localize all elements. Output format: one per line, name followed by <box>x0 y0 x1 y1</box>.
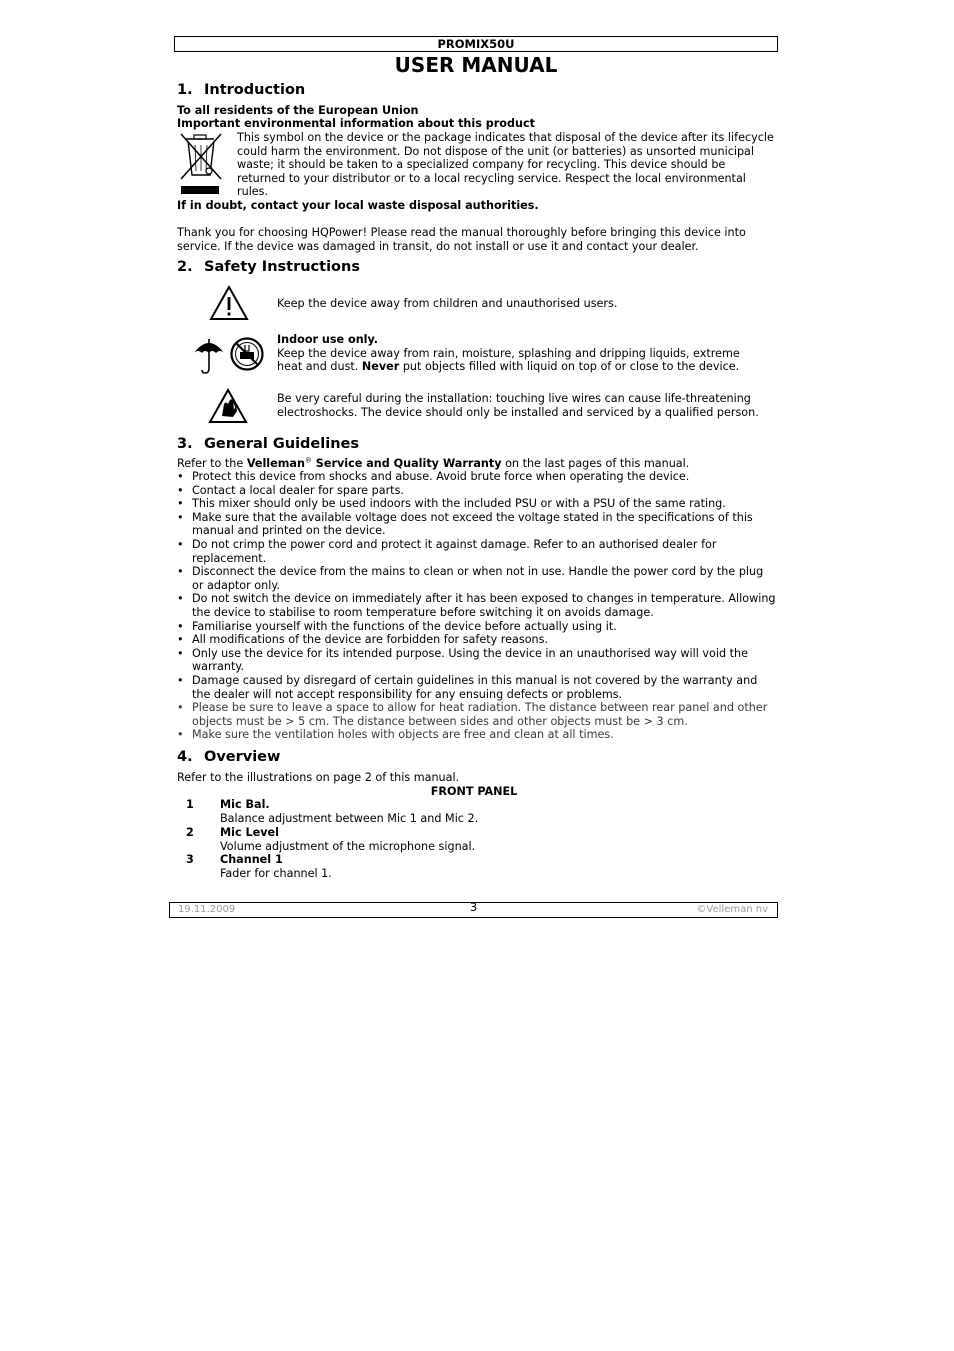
safety-item-children: Keep the device away from children and unauthorised users. <box>277 297 618 310</box>
document-title: USER MANUAL <box>394 53 558 77</box>
waste-disposal-line: If in doubt, contact your local waste disposal authorities. <box>177 199 539 212</box>
environmental-info-line: Important environmental information about this product <box>177 117 535 130</box>
warning-triangle-icon <box>209 285 249 321</box>
list-item: • Disconnect the device from the mains to clean or when not in use. Handle the power cord by the plug or adaptor only. <box>177 565 777 592</box>
front-panel-title: FRONT PANEL <box>430 785 518 798</box>
safety-item-indoor: Indoor use only. Keep the device away from rain, moisture, splashing and dripping liquids, extreme heat and dust. Never put objects filled with liquid on top of or close to the device. <box>277 333 740 374</box>
section-heading-introduction: 1. Introduction <box>177 82 306 98</box>
section-heading-overview: 4. Overview <box>177 749 281 765</box>
list-item: • Protect this device from shocks and abuse. Avoid brute force when operating the device. <box>177 470 777 484</box>
list-item: • Damage caused by disregard of certain guidelines in this manual is not covered by the warranty and the dealer will not accept responsibility for any ensuing defects or problems. <box>177 674 777 701</box>
list-item: • All modifications of the device are forbidden for safety reasons. <box>177 633 777 647</box>
page-number: 3 <box>469 900 478 914</box>
section-heading-guidelines: 3. General Guidelines <box>177 436 359 452</box>
list-item: • Familiarise yourself with the functions of the device before actually using it. <box>177 620 777 634</box>
safety-item-electroshock: Be very careful during the installation: touching live wires can cause life-threatening electroshocks. The device should only be installed and serviced by a qualified person. <box>277 392 759 419</box>
weee-bin-icon <box>178 131 224 197</box>
weee-description: This symbol on the device or the package indicates that disposal of the device after its lifecycle could harm the environment. Do not dispose of the unit (or batteries) as unsorted municipal waste; it should be taken to a specialized company for recycling. This device should be returned to your distributor or to a local recycling service. Respect the local environmental rules. <box>237 131 774 199</box>
footer-copyright: ©Velleman nv <box>696 904 768 915</box>
list-item: • Do not switch the device on immediately after it has been exposed to changes in temperature. Allowing the device to stabilise to room temperature before switching it on avoids damage. <box>177 592 777 619</box>
list-item: • Do not crimp the power cord and protect it against damage. Refer to an authorised dealer for replacement. <box>177 538 777 565</box>
eu-residents-line: To all residents of the European Union <box>177 104 419 117</box>
list-item: • Make sure that the available voltage does not exceed the voltage stated in the specifications of this manual and printed on the device. <box>177 511 777 538</box>
guidelines-list <box>177 470 777 742</box>
electric-shock-icon <box>208 388 248 424</box>
page-footer <box>169 902 778 918</box>
illustrations-reference: Refer to the illustrations on page 2 of this manual. <box>177 771 460 784</box>
no-liquid-icon <box>229 336 265 372</box>
list-item: • Contact a local dealer for spare parts. <box>177 484 777 498</box>
umbrella-icon <box>192 335 226 375</box>
list-item: • This mixer should only be used indoors with the included PSU or with a PSU of the same rating. <box>177 497 777 511</box>
list-item: • Only use the device for its intended purpose. Using the device in an unauthorised way will void the warranty. <box>177 647 777 674</box>
list-item: • Make sure the ventilation holes with objects are free and clean at all times. <box>177 728 777 742</box>
list-item: • Please be sure to leave a space to allow for heat radiation. The distance between rear panel and other objects must be > 5 cm. The distance between sides and other objects must be > 3 cm. <box>177 701 777 728</box>
page-header-model: PROMIX50U <box>174 36 778 52</box>
section-heading-safety: 2. Safety Instructions <box>177 259 360 275</box>
thank-you-paragraph: Thank you for choosing HQPower! Please read the manual thoroughly before bringing this device into service. If the device was damaged in transit, do not install or use it and contact your dealer. <box>177 226 746 253</box>
footer-date: 19.11.2009 <box>178 904 236 915</box>
warranty-reference: Refer to the Velleman® Service and Quality Warranty on the last pages of this manual. <box>177 456 690 470</box>
